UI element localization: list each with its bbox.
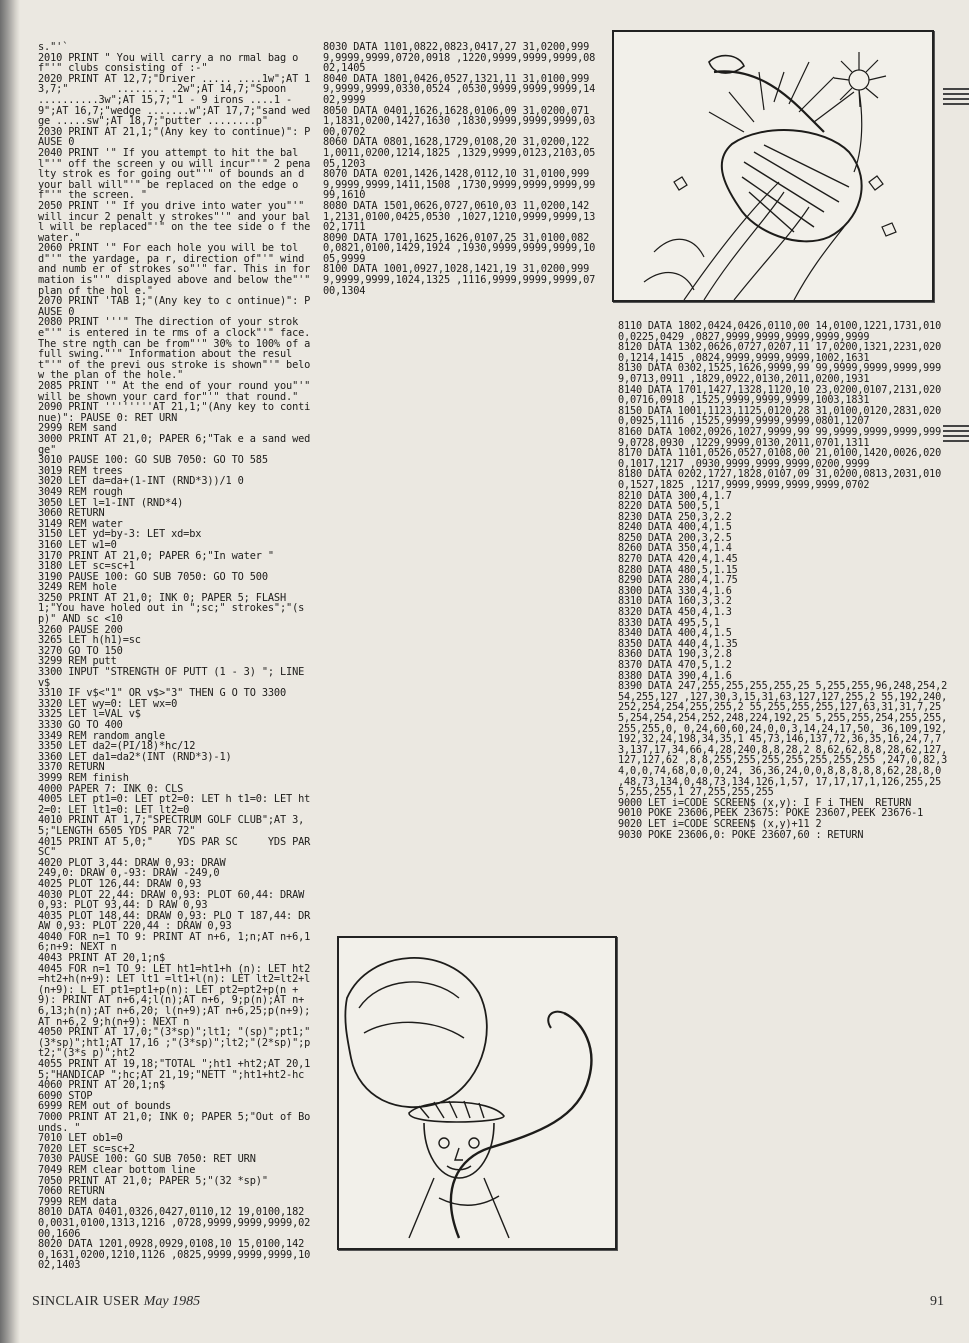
code-line: 8130 DATA 0302,1525,1626,9999,99 99,9999,9999,9999,9999,0713,0911 ,1829,0922,0130,2011,0200,1931 bbox=[618, 363, 942, 385]
code-line: 249,0: DRAW 0,-93: DRAW -249,0 bbox=[38, 867, 220, 880]
code-line: 9010 POKE 23606,PEEK 23675: POKE 23607,PEEK 23676-1 bbox=[618, 808, 924, 820]
code-line: 4020 PLOT 3,44: DRAW 0,93: DRAW bbox=[38, 856, 226, 869]
illustration-golf-club-boulder bbox=[612, 30, 934, 302]
code-line: 3060 RETURN bbox=[38, 507, 105, 520]
code-line: 8370 DATA 470,5,1.2 bbox=[618, 660, 732, 671]
code-line: 3249 REM hole bbox=[38, 581, 117, 594]
code-line: 3300 INPUT "STRENGTH OF PUTT (1 - 3) "; LINE v$ bbox=[38, 666, 311, 689]
code-line: 8280 DATA 480,5,1.15 bbox=[618, 564, 738, 576]
code-line: 7049 REM clear bottom line bbox=[38, 1163, 196, 1176]
code-line: 8150 DATA 1001,1123,1125,0120,28 31,0100,0120,2831,0200,0925,1116 ,1525,9999,9999,9999,0801,1207 bbox=[618, 405, 942, 428]
code-line: 8210 DATA 300,4,1.7 bbox=[618, 490, 732, 502]
code-line: 4025 PLOT 126,44: DRAW 0,93 bbox=[38, 877, 202, 890]
code-line: 3350 LET da2=(PI/18)*hc/12 bbox=[38, 740, 196, 753]
code-line: 3050 LET l=1-INT (RND*4) bbox=[38, 496, 184, 509]
code-line: 3149 REM water bbox=[38, 517, 123, 530]
code-line: 8220 DATA 500,5,1 bbox=[618, 501, 720, 513]
code-line: 4005 LET pt1=0: LET pt2=0: LET h t1=0: LET ht2=0: LET lt1=0: LET lt2=0 bbox=[38, 793, 311, 816]
data-listing bbox=[618, 322, 950, 1234]
code-line: 8040 DATA 1801,0426,0527,1321,11 31,0100,9999,9999,9999,0330,0524 ,0530,9999,9999,9999,1402,9999 bbox=[323, 72, 596, 106]
code-line: 3360 LET da1=da2*(INT (RND*3)-1) bbox=[38, 750, 232, 763]
code-line: 4010 PRINT AT 1,7;"SPECTRUM GOLF CLUB";AT 3,5;"LENGTH 6505 YDS PAR 72" bbox=[38, 814, 305, 837]
code-line: 8330 DATA 495,5,1 bbox=[618, 617, 720, 629]
code-line: 3049 REM rough bbox=[38, 485, 123, 498]
code-line: 9030 POKE 23606,0: POKE 23607,60 : RETURN bbox=[618, 829, 864, 841]
page-footer bbox=[32, 1294, 200, 1310]
code-line: 4055 PRINT AT 19,18;"TOTAL ";ht1 +ht2;AT 20,15;"HANDICAP ";hc;AT 21,19;"NETT ";ht1+ht2-hc bbox=[38, 1058, 311, 1081]
code-line: 8090 DATA 1701,1625,1626,0107,25 31,0100,0820,0821,0100,1429,1924 ,1930,9999,9999,9999,1005,9999 bbox=[323, 231, 596, 265]
code-line: 4035 PLOT 148,44: DRAW 0,93: PLO T 187,44: DRAW 0,93: PLOT 220,44 : DRAW 0,93 bbox=[38, 909, 311, 933]
code-line: 2060 PRINT '" For each hole you will be told"'" the yardage, pa r, direction of"'" wind and numb er of strokes so"'" far. This in formation is"'" displayed above and below the"'" plan of the hol e." bbox=[38, 242, 317, 297]
code-line: 4045 FOR n=1 TO 9: LET ht1=ht1+h (n): LET ht2=ht2+h(n+9): LET lt1 =lt1+l(n): LET lt2=lt2+l(n+9): L ET pt1=pt1+p(n): LET pt2=pt2+p(n +9): PRINT AT n+6,4;l(n);AT n+6, 9;p(n);AT n+6,13;h(n);AT n+6,20; l(n+9);AT n+6,25;p(n+9);AT n+6,2 9;h(n+9): NEXT n bbox=[38, 962, 311, 1028]
code-line: 7020 LET sc=sc+2 bbox=[38, 1142, 135, 1155]
code-line: 8300 DATA 330,4,1.6 bbox=[618, 585, 732, 597]
code-line: 8240 DATA 400,4,1.5 bbox=[618, 522, 732, 534]
code-line: 3310 IF v$<"1" OR v$>"3" THEN G O TO 3300 bbox=[38, 687, 287, 700]
code-line: 6999 REM out of bounds bbox=[38, 1100, 172, 1113]
edge-rule-top bbox=[943, 88, 969, 106]
code-line: 3180 LET sc=sc+1 bbox=[38, 560, 135, 573]
code-line: 3349 REM random angle bbox=[38, 729, 166, 742]
code-line: 8360 DATA 190,3,2.8 bbox=[618, 649, 732, 661]
code-line: 8020 DATA 1201,0928,0929,0108,10 15,0100,1420,1631,0200,1210,1126 ,0825,9999,9999,9999,1002,1403 bbox=[38, 1238, 311, 1272]
code-line: 8340 DATA 400,4,1.5 bbox=[618, 628, 732, 640]
code-line: 7999 REM data bbox=[38, 1195, 117, 1208]
code-line: 8100 DATA 1001,0927,1028,1421,19 31,0200,9999,9999,9999,1024,1325 ,1116,9999,9999,9999,0700,1304 bbox=[323, 263, 596, 297]
code-line: 3330 GO TO 400 bbox=[38, 719, 123, 731]
code-line: 2080 PRINT '''" The direction of your stroke"'" is entered in te rms of a clock"'" face. The stre ngth can be from"'" 30% to 100% of a full swing."'" Information about the result"'" of the previ ous stroke is shown"'" below the plan of the hole." bbox=[38, 316, 317, 382]
code-line: 4000 PAPER 7: INK 0: CLS bbox=[38, 782, 184, 795]
code-line: 8060 DATA 0801,1628,1729,0108,20 31,0200,1221,0011,0200,1214,1825 ,1329,9999,0123,2103,0505,1203 bbox=[323, 136, 596, 170]
code-line: 7060 RETURN bbox=[38, 1185, 105, 1198]
code-line: 3260 PAUSE 200 bbox=[38, 623, 123, 636]
code-line: 4040 FOR n=1 TO 9: PRINT AT n+6, 1;n;AT n+6,16;n+9: NEXT n bbox=[38, 930, 311, 954]
code-line: 2085 PRINT '" At the end of your round you"'" will be shown your card for"'" that round." bbox=[38, 380, 317, 403]
code-line: 2090 PRINT ''''''''AT 21,1;"(Any key to continue)": PAUSE 0: RET URN bbox=[38, 401, 311, 424]
code-line: 3190 PAUSE 100: GO SUB 7050: GO TO 500 bbox=[38, 570, 268, 583]
code-line: 8290 DATA 280,4,1.75 bbox=[618, 575, 738, 587]
code-line: 7010 LET ob1=0 bbox=[38, 1132, 123, 1145]
code-line: 3019 REM trees bbox=[38, 464, 123, 477]
code-line: 3170 PRINT AT 21,0; PAPER 6;"In water " bbox=[38, 549, 274, 562]
code-line: 3370 RETURN bbox=[38, 761, 105, 774]
code-line: 8250 DATA 200,3,2.5 bbox=[618, 532, 732, 544]
code-line: 6090 STOP bbox=[38, 1089, 93, 1102]
code-line: 3250 PRINT AT 21,0; INK 0; PAPER 5; FLASH 1;"You have holed out in ";sc;" strokes";"(sp)" AND sc <10 bbox=[38, 591, 305, 626]
code-line: 7000 PRINT AT 21,0; INK 0; PAPER 5;"Out of Bounds. " bbox=[38, 1110, 311, 1134]
code-line: 4030 PLOT 22,44: DRAW 0,93: PLOT 60,44: DRAW 0,93: PLOT 93,44: D RAW 0,93 bbox=[38, 888, 311, 912]
code-line: 8310 DATA 160,3,3.2 bbox=[618, 596, 732, 608]
code-line: 8010 DATA 0401,0326,0427,0110,12 19,0100,1820,0031,0100,1313,1216 ,0728,9999,9999,9999,0200,1606 bbox=[38, 1206, 311, 1240]
magazine-name: SINCLAIR USER bbox=[32, 1294, 140, 1309]
golfer-illustration bbox=[339, 938, 615, 1248]
code-line: 3010 PAUSE 100: GO SUB 7050: GO TO 585 bbox=[38, 454, 268, 467]
code-line: 4050 PRINT AT 17,0;"(3*sp)";lt1; "(sp)";pt1;"(3*sp)";ht1;AT 17,16 ;"(3*sp)";lt2;"(2*sp)";pt2;"(3*s p)";ht2 bbox=[38, 1026, 311, 1060]
issue-date: May 1985 bbox=[143, 1294, 201, 1309]
code-line: 3160 LET w1=0 bbox=[38, 538, 117, 551]
code-line: 3270 GO TO 150 bbox=[38, 644, 123, 657]
code-line: 2010 PRINT " You will carry a no rmal bag of"'" clubs consisting of :-" bbox=[38, 51, 299, 75]
page-binding-shadow bbox=[0, 0, 20, 1343]
boulder-illustration bbox=[614, 32, 932, 300]
code-line: 9000 LET i=CODE SCREEN$ (x,y): I F i THEN RETURN bbox=[618, 797, 912, 809]
code-line: 2030 PRINT AT 21,1;"(Any key to continue)": PAUSE 0 bbox=[38, 125, 311, 149]
code-line: 3000 PRINT AT 21,0; PAPER 6;"Tak e a sand wedge" bbox=[38, 432, 311, 456]
code-line: 8390 DATA 247,255,255,255,255,25 5,255,255,96,248,254,254,255,127 ,127,30,3,15,31,63,127,127,255,2 55,192,240,252,254,254,255,255,2 55,255,255,255,127,63,31,31,7,25 5,254,254,254,252,248,224,192,25 5,255,255,254,255,255,255,255,0, 0,24,60,60,24,0,0,3,14,24,17,50, 36,109,192,192,32,24,198,34,35,1 45,73,146,137,72,36,35,16,24,7,7 3,137,17,34,66,4,28,240,8,8,28,2 8,62,62,8,8,28,62,127,127,127,62 ,8,8,255,255,255,255,255,255,255 ,247,0,82,34,0,0,74,68,0,0,0,24, 36,36,24,0,0,8,8,8,8,8,62,28,8,0 ,48,73,134,0,48,73,134,126,1,57, 17,17,17,1,126,255,255,255,255,1 27,255,255,255 bbox=[618, 681, 948, 799]
code-line: 7050 PRINT AT 21,0; PAPER 5;"(32 *sp)" bbox=[38, 1174, 268, 1187]
code-line: 8350 DATA 440,4,1.35 bbox=[618, 638, 738, 650]
code-line: 8170 DATA 1101,0526,0527,0108,00 21,0100,1420,0026,0200,1017,1217 ,0930,9999,9999,9999,0200,9999 bbox=[618, 448, 942, 470]
code-line: 8320 DATA 450,4,1.3 bbox=[618, 607, 732, 619]
code-line: 3325 LET l=VAL v$ bbox=[38, 708, 141, 721]
code-line: 2050 PRINT '" If you drive into water you"'" will incur 2 penalt y strokes"'" and your ball will be replaced"'" on the tee side o f the water." bbox=[38, 199, 317, 244]
code-line: 8030 DATA 1101,0822,0823,0417,27 31,0200,9999,9999,9999,0720,0918 ,1220,9999,9999,9999,0802,1405 bbox=[323, 41, 596, 75]
page-number: 91 bbox=[930, 1294, 944, 1309]
code-line: 8070 DATA 0201,1426,1428,0112,10 31,0100,9999,9999,9999,1411,1508 ,1730,9999,9999,9999,9999,1610 bbox=[323, 168, 596, 202]
code-line: 8270 DATA 420,4,1.45 bbox=[618, 554, 738, 566]
code-line: 2070 PRINT 'TAB 1;"(Any key to c ontinue)": PAUSE 0 bbox=[38, 295, 311, 318]
code-line: 8050 DATA 0401,1626,1628,0106,09 31,0200,0711,1831,0200,1427,1630 ,1830,9999,9999,9999,0300,0702 bbox=[323, 104, 596, 138]
code-line: 8380 DATA 390,4,1.6 bbox=[618, 670, 732, 682]
code-line: 8230 DATA 250,3,2.2 bbox=[618, 511, 732, 523]
code-line: s."'` bbox=[38, 41, 69, 53]
code-line: 8140 DATA 1701,1427,1328,1120,10 23,0200,0107,2131,0200,0716,0918 ,1525,9999,9999,9999,1003,1831 bbox=[618, 384, 942, 407]
code-line: 8080 DATA 1501,0626,0727,0610,03 11,0200,1421,2131,0100,0425,0530 ,1027,1210,9999,9999,1302,1711 bbox=[323, 199, 596, 234]
code-line: 2999 REM sand bbox=[38, 422, 117, 435]
code-line: 8120 DATA 1302,0626,0727,0207,11 17,0200,1321,2231,0200,1214,1415 ,0824,9999,9999,9999,1002,1631 bbox=[618, 342, 942, 364]
code-line: 2020 PRINT AT 12,7;"Driver ..... ....1w";AT 13,7;" ........ .2w";AT 14,7;"Spoon ..........3w";AT 15,7;"1 - 9 irons ....1 - 9";AT 16,7;"wedge .......w";AT 17,7;"sand wedge .....sw";AT 18,7;"putter ........p" bbox=[38, 72, 311, 128]
code-line: 8260 DATA 350,4,1.4 bbox=[618, 543, 732, 555]
code-line: 9020 LET i=CODE SCREEN$ (x,y)+11 2 bbox=[618, 818, 822, 830]
code-line: 4015 PRINT AT 5,0;" YDS PAR SC YDS PAR SC" bbox=[38, 835, 323, 859]
code-line: 3265 LET h(h1)=sc bbox=[38, 634, 141, 647]
illustration-golfer-ball bbox=[337, 936, 617, 1250]
code-line: 4043 PRINT AT 20,1;n$ bbox=[38, 952, 166, 965]
code-line: 8160 DATA 1002,0926,1027,9999,99 99,9999,9999,9999,9999,0728,0930 ,1229,9999,0130,2011,0701,1311 bbox=[618, 426, 942, 449]
code-line: 3020 LET da=da+(1-INT (RND*3))/1 0 bbox=[38, 475, 244, 488]
code-line: 3299 REM putt bbox=[38, 655, 117, 668]
code-line: 2040 PRINT '" If you attempt to hit the ball"'" off the screen y ou will incur"'" 2 penalty strok es for going out"'" of bounds an d your ball will"'" be replaced on the edge of"'" the screen. " bbox=[38, 146, 311, 202]
code-line: 3150 LET yd=by-3: LET xd=bx bbox=[38, 528, 202, 541]
code-line: 8180 DATA 0202,1727,1828,0107,09 31,0200,0813,2031,0100,1527,1825 ,1217,9999,9999,9999,9999,0702 bbox=[618, 469, 942, 491]
code-line: 3999 REM finish bbox=[38, 771, 129, 784]
code-line: 3320 LET wy=0: LET wx=0 bbox=[38, 697, 178, 710]
code-line: 8110 DATA 1802,0424,0426,0110,00 14,0100,1221,1731,0100,0225,0429 ,0827,9999,9999,9999,9999,9999 bbox=[618, 321, 942, 343]
code-line: 4060 PRINT AT 20,1;n$ bbox=[38, 1079, 166, 1092]
code-line: 7030 PAUSE 100: GO SUB 7050: RET URN bbox=[38, 1153, 256, 1166]
